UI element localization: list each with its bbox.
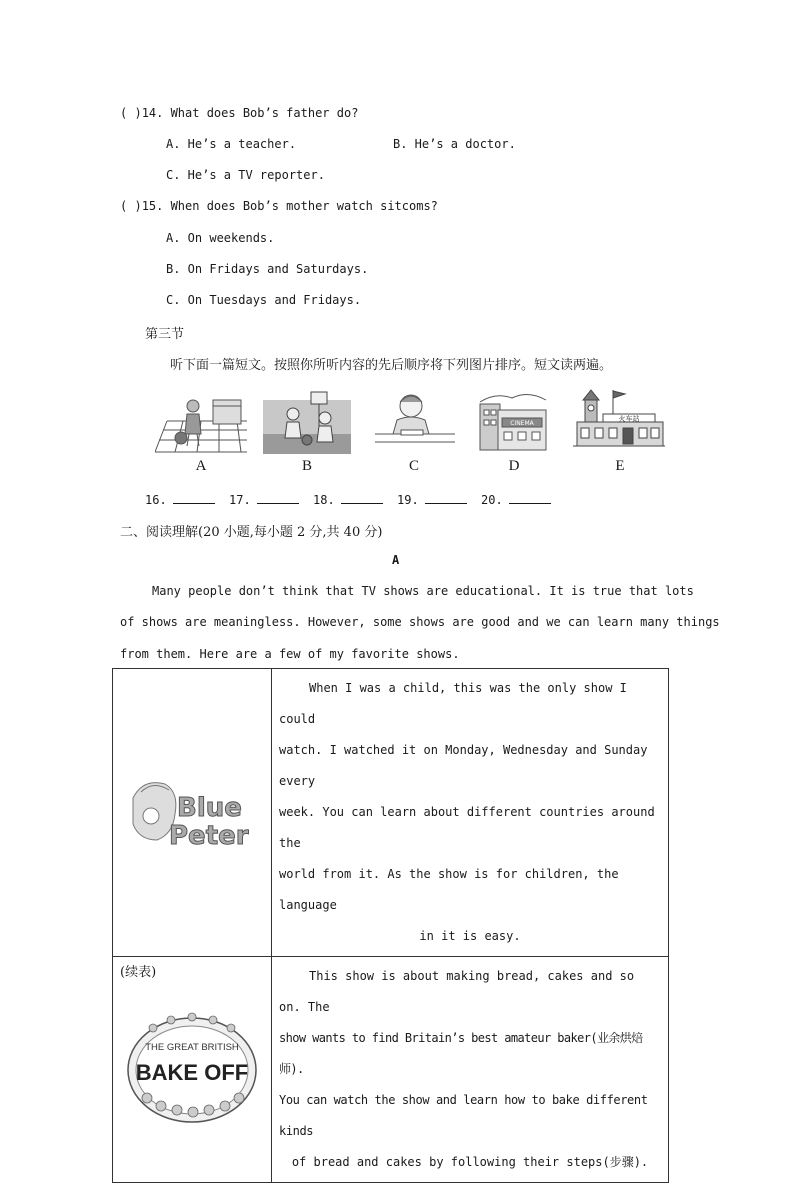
text-line: This show is about making bread, cakes and so on. The — [279, 969, 635, 1014]
question-stem: 14. What does Bob’s father do? — [141, 106, 359, 120]
text-line: When I was a child, this was the only show I could — [279, 681, 627, 726]
question-15 — [120, 199, 438, 213]
blank-number: 16. — [145, 493, 167, 507]
passage-letter: A — [392, 553, 400, 567]
blank-20[interactable] — [481, 491, 551, 507]
answer-line[interactable] — [425, 491, 467, 504]
text-line: You can watch the show and learn how to bake different kinds — [279, 1093, 648, 1138]
text-line: watch. I watched it on Monday, Wednesday and Sunday every — [279, 743, 648, 788]
intro-line-1: Many people don’t think that TV shows are educational. It is true that lots — [152, 584, 694, 598]
logo-word: Blue — [177, 792, 242, 823]
picture-d-cinema — [476, 388, 552, 454]
blue-peter-logo — [113, 734, 271, 889]
blank-number: 20. — [481, 493, 503, 507]
picture-label-b: B — [301, 458, 312, 474]
blank-number: 18. — [313, 493, 335, 507]
bake-off-logo-cell — [113, 957, 272, 1183]
text-line: of bread and cakes by following their steps(步骤). — [291, 1155, 649, 1169]
blank-16[interactable] — [145, 491, 215, 507]
text-line: in it is easy. — [419, 929, 521, 943]
section-instruction: 听下面一篇短文。按照你所听内容的先后顺序将下列图片排序。短文读两遍。 — [170, 358, 613, 373]
station-sign: 火车站 — [618, 415, 640, 423]
text-line: world from it. As the show is for children, the language — [279, 867, 619, 912]
blank-number: 17. — [229, 493, 251, 507]
option-c: C. On Tuesdays and Fridays. — [166, 293, 362, 307]
picture-a-basketball-boy — [155, 390, 247, 454]
question-stem: 15. When does Bob’s mother watch sitcoms? — [141, 199, 438, 213]
picture-e-train-station — [573, 388, 665, 452]
intro-line-2: of shows are meaningless. However, some shows are good and we can learn many things — [120, 615, 720, 629]
part-heading: 二、阅读理解(20 小题,每小题 2 分,共 40 分) — [120, 525, 383, 540]
continued-note: (续表) — [120, 965, 157, 980]
cinema-sign: CINEMA — [510, 420, 534, 427]
answer-line[interactable] — [509, 491, 551, 504]
table-row — [113, 957, 669, 1183]
blank-number: 19. — [397, 493, 419, 507]
logo-word: THE GREAT BRITISH — [145, 1042, 239, 1053]
logo-word: BAKE OFF — [135, 1060, 249, 1085]
section-heading: 第三节 — [145, 327, 185, 342]
table-row — [113, 669, 669, 957]
text-line: show wants to find Britain’s best amateur baker(业余烘焙师). — [279, 1031, 643, 1076]
option-c: C. He’s a TV reporter. — [166, 168, 325, 182]
picture-label-e: E — [615, 458, 625, 474]
option-b: B. On Fridays and Saturdays. — [166, 262, 369, 276]
intro-line-3: from them. Here are a few of my favorite shows. — [120, 647, 460, 661]
question-14 — [120, 106, 358, 120]
blank-19[interactable] — [397, 491, 467, 507]
answer-bracket: ( ) — [120, 199, 142, 213]
bake-off-logo — [113, 1006, 271, 1130]
blank-17[interactable] — [229, 491, 299, 507]
answer-bracket: ( ) — [120, 106, 142, 120]
option-b: B. He’s a doctor. — [393, 137, 516, 151]
answer-line[interactable] — [257, 491, 299, 504]
picture-label-c: C — [408, 458, 419, 474]
logo-word: Peter — [169, 820, 249, 851]
picture-c-boy-writing — [371, 390, 457, 454]
option-a: A. He’s a teacher. — [166, 137, 297, 151]
picture-label-a: A — [195, 458, 207, 474]
option-a: A. On weekends. — [166, 231, 275, 245]
show-description — [272, 957, 669, 1183]
shows-table — [112, 668, 669, 1183]
blue-peter-logo-cell — [113, 669, 272, 957]
show-description — [272, 669, 669, 957]
picture-b-playing-basketball — [263, 390, 351, 454]
blank-18[interactable] — [313, 491, 383, 507]
answer-line[interactable] — [173, 491, 215, 504]
text-line: week. You can learn about different countries around the — [279, 805, 655, 850]
picture-label-d: D — [508, 458, 520, 474]
answer-line[interactable] — [341, 491, 383, 504]
